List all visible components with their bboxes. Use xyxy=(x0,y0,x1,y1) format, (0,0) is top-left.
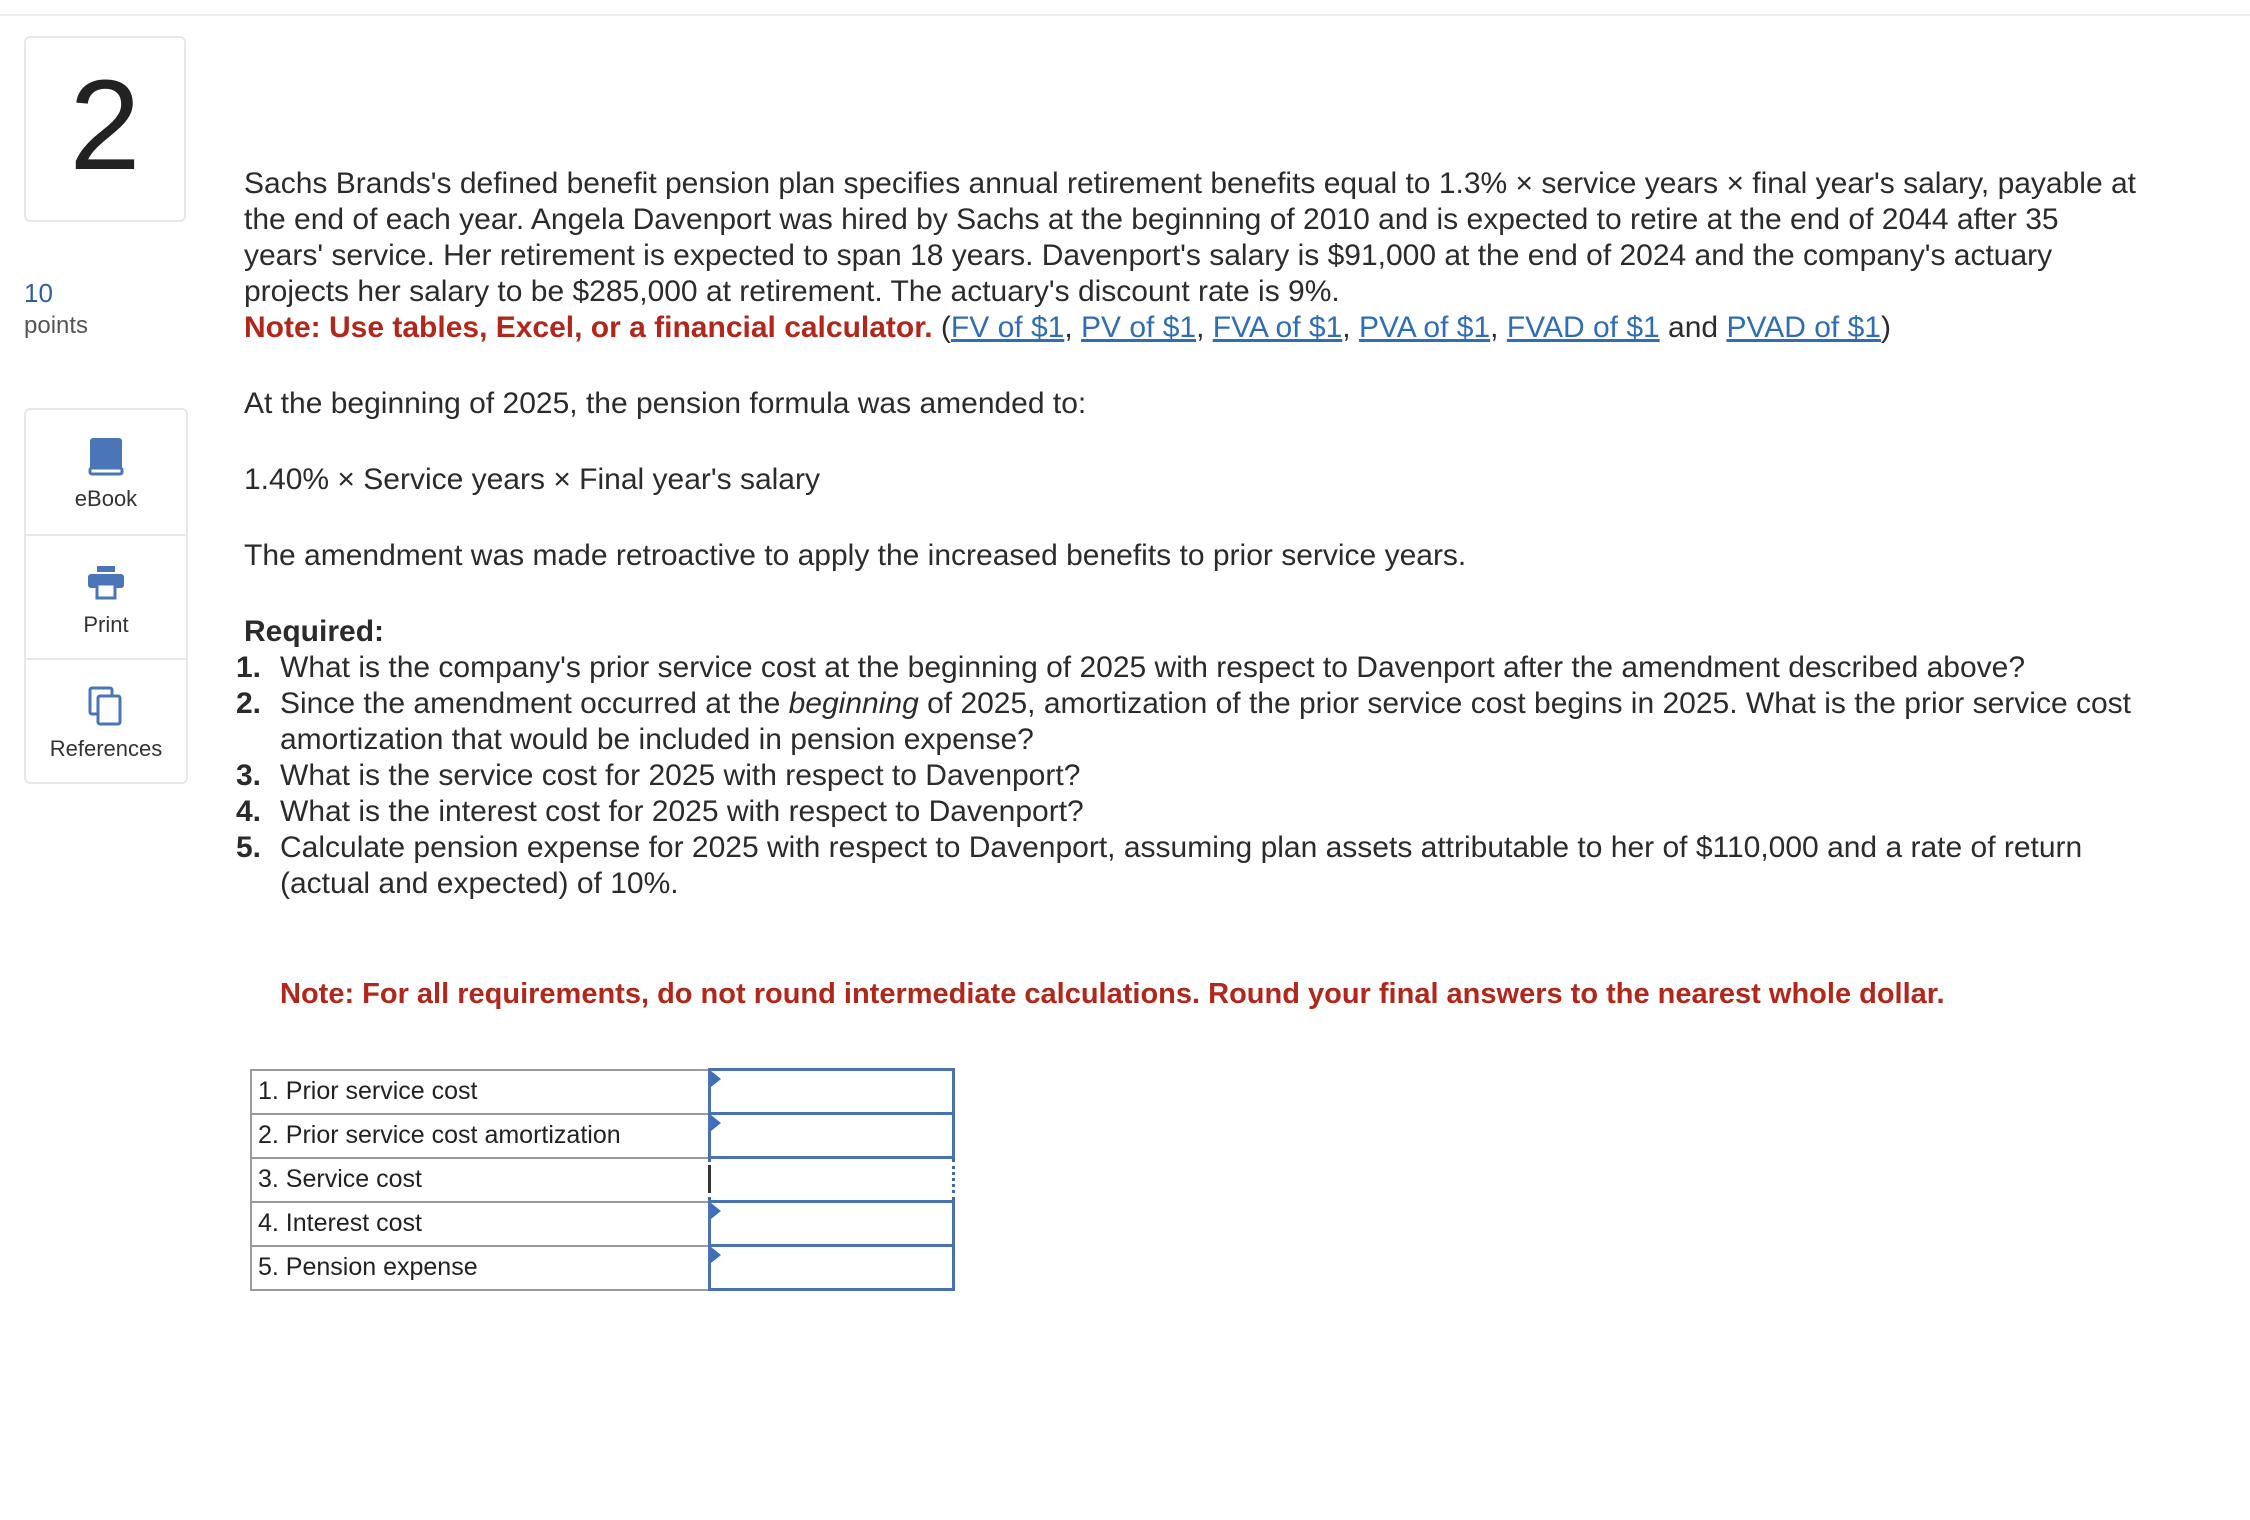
print-button[interactable] xyxy=(26,534,186,660)
question-number-box xyxy=(24,36,186,222)
requirement-number: 3. xyxy=(236,759,262,792)
link-fva[interactable]: FVA of $1 xyxy=(1212,311,1343,344)
requirement-text: What is the company's prior service cost at the beginning of 2025 with respect to Davenport after the amendment described above? xyxy=(280,651,2026,684)
problem-intro: Sachs Brands's defined benefit pension plan specifies annual retirement benefits equal to 1.3% × service years × final year's salary, payable at the end of each year. Angela Davenport was hired by Sachs at the beginning of 2010 and is expected to retire at the end of 2044 after 35 years' service. Her retirement is expected to span 18 years. Davenport's salary is $91,000 at the end of 2024 and the company's actuary projects her salary to be $285,000 at retirement. The actuary's discount rate is 9%. Note: Use tables, Excel, or a financial calculator. (FV of $1, PV of $1, FVA of $1, PVA of $1, FVAD of $1 and PVAD of $1) xyxy=(244,167,2137,344)
link-pv[interactable]: PV of $1 xyxy=(1081,311,1197,344)
flag-icon xyxy=(711,1247,721,1263)
requirement-number: 2. xyxy=(236,687,262,720)
link-pva[interactable]: PVA of $1 xyxy=(1358,311,1491,344)
answer-label: 1. Prior service cost xyxy=(251,1070,709,1114)
table-row xyxy=(251,1114,953,1158)
rounding-note: Note: For all requirements, do not round intermediate calculations. Round your final answers to the nearest whole dollar. xyxy=(280,978,1945,1010)
requirement-text: What is the service cost for 2025 with respect to Davenport? xyxy=(280,759,1081,792)
flag-icon xyxy=(711,1071,721,1087)
answer-label: 3. Service cost xyxy=(251,1158,709,1202)
text-caret xyxy=(708,1165,711,1193)
question-number: 2 xyxy=(69,54,141,197)
pension-expense-input[interactable] xyxy=(717,1249,946,1287)
ebook-label: eBook xyxy=(74,486,138,511)
amend-intro: At the beginning of 2025, the pension formula was amended to: xyxy=(244,387,1087,420)
answer-table xyxy=(250,1068,955,1291)
table-row xyxy=(251,1070,953,1114)
table-row xyxy=(251,1202,953,1246)
requirement-number: 1. xyxy=(236,651,262,684)
amended-formula: 1.40% × Service years × Final year's salary xyxy=(244,463,820,496)
flag-icon xyxy=(711,1115,721,1131)
answer-cell xyxy=(709,1114,953,1158)
interest-cost-input[interactable] xyxy=(717,1205,946,1243)
requirement-emphasis: beginning xyxy=(788,687,919,720)
references-label: References xyxy=(49,736,163,761)
requirement-1 xyxy=(236,650,2144,686)
copy-icon xyxy=(84,684,128,728)
problem-content xyxy=(236,166,2144,902)
requirements-list xyxy=(236,650,2144,902)
link-fv[interactable]: FV of $1 xyxy=(950,311,1065,344)
answer-label: 5. Pension expense xyxy=(251,1246,709,1290)
requirement-text: Calculate pension expense for 2025 with respect to Davenport, assuming plan assets attributable to her of $110,000 and a rate of return (actual and expected) of 10%. xyxy=(280,831,2083,900)
requirement-3 xyxy=(236,758,2144,794)
requirement-text: What is the interest cost for 2025 with respect to Davenport? xyxy=(280,795,1084,828)
answer-cell xyxy=(709,1158,953,1202)
printer-icon xyxy=(84,560,128,604)
requirement-text: of 2025, amortization of the prior service cost begins in 2025. What is the prior service cost amortization that would be included in pension expense? xyxy=(280,687,2131,756)
note-label: Note: Use tables, Excel, or a financial calculator. xyxy=(244,311,933,344)
answer-label: 4. Interest cost xyxy=(251,1202,709,1246)
requirement-4 xyxy=(236,794,2144,830)
link-pvad[interactable]: PVAD of $1 xyxy=(1726,311,1881,344)
book-icon xyxy=(84,434,128,478)
flag-icon xyxy=(711,1203,721,1219)
references-button[interactable] xyxy=(26,658,186,784)
requirement-2 xyxy=(236,686,2144,758)
service-cost-input[interactable] xyxy=(717,1161,946,1199)
requirement-text: Since the amendment occurred at the xyxy=(280,687,789,720)
and-word: and xyxy=(1668,311,1719,344)
link-fvad[interactable]: FVAD of $1 xyxy=(1506,311,1660,344)
requirement-5 xyxy=(236,830,2144,902)
requirement-number: 4. xyxy=(236,795,262,828)
ebook-button[interactable] xyxy=(26,410,186,534)
answer-cell xyxy=(709,1202,953,1246)
intro-text: Sachs Brands's defined benefit pension plan specifies annual retirement benefits equal to 1.3% × service years × final year's salary, payable at the end of each year. Angela Davenport was hired by Sachs at the beginning of 2010 and is expected to retire at the end of 2044 after 35 years' service. Her retirement is expected to span 18 years. Davenport's salary is $91,000 at the end of 2024 and the company's actuary projects her salary to be $285,000 at retirement. The actuary's discount rate is 9%. xyxy=(244,167,2137,308)
answer-cell xyxy=(709,1246,953,1290)
prior-service-cost-amortization-input[interactable] xyxy=(717,1117,946,1155)
points-label: points xyxy=(24,312,89,339)
prior-service-cost-input[interactable] xyxy=(717,1073,946,1111)
required-title: Required: xyxy=(244,615,385,648)
requirement-number: 5. xyxy=(236,831,262,864)
table-row xyxy=(251,1158,953,1202)
top-divider xyxy=(0,14,2250,16)
table-row xyxy=(251,1246,953,1290)
tools-panel xyxy=(24,408,188,784)
points-value: 10 xyxy=(24,278,53,308)
answer-label: 2. Prior service cost amortization xyxy=(251,1114,709,1158)
retroactive-text: The amendment was made retroactive to apply the increased benefits to prior service years. xyxy=(244,539,1467,572)
answer-cell xyxy=(709,1070,953,1114)
print-label: Print xyxy=(83,612,129,637)
